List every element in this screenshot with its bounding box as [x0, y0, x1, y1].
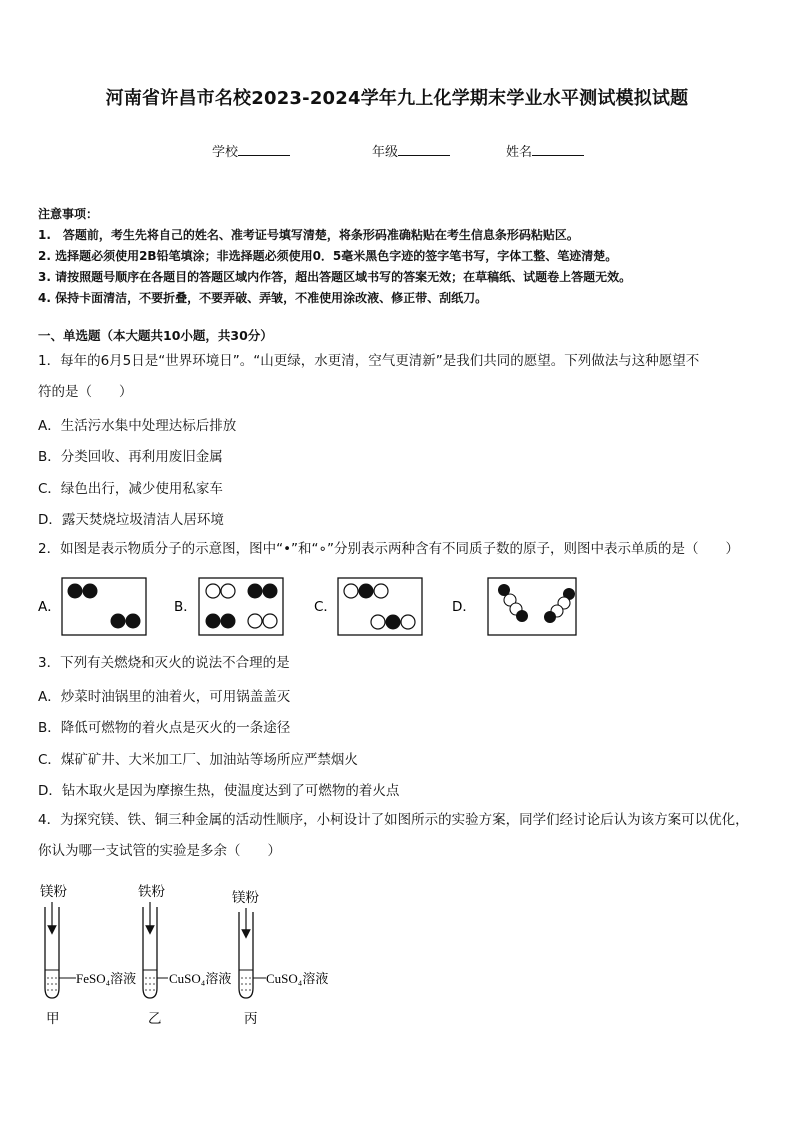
atom-black: [206, 614, 221, 629]
tube-bing: [232, 889, 328, 1027]
q1-stem-line2: 符的是（ ）: [38, 384, 133, 400]
grade-blank: [398, 142, 450, 156]
notes-heading: 注意事项：: [38, 207, 99, 221]
q4-test-tube-diagram: [30, 880, 360, 1030]
atom-black: [263, 584, 278, 599]
q4-stem-line2: 你认为哪一支试管的实验是多余（ ）: [38, 843, 281, 859]
q1-option-c: C．绿色出行，减少使用私家车: [38, 481, 223, 497]
tube-jia-label: 甲: [46, 1011, 60, 1027]
q2-label-a: A．: [38, 599, 61, 615]
q2-molecule-diagrams: [38, 576, 598, 638]
tube-jia-powder: 镁粉: [40, 884, 67, 900]
atom-white: [344, 584, 358, 598]
q1-stem-line1: 1．每年的6月5日是“世界环境日”。“山更绿，水更清，空气更清新”是我们共同的愿望。下列做法与这种愿望不: [38, 353, 700, 369]
name-label: 姓名: [506, 145, 533, 160]
atom-white: [221, 584, 235, 598]
atom-white: [263, 614, 277, 628]
tube-yi-powder: 铁粉: [138, 884, 165, 900]
tube-yi: [138, 883, 231, 1027]
q1-option-a: A．生活污水集中处理达标后排放: [38, 418, 237, 434]
atom-black: [221, 614, 236, 629]
atom-black: [68, 584, 83, 599]
tube-bing-solution: CuSO₄溶液: [266, 971, 329, 986]
atom-black: [544, 611, 556, 623]
note-item: 1. 答题前，考生先将自己的姓名、准考证号填写清楚，将条形码准确粘贴在考生信息条形码粘贴区。: [38, 228, 579, 242]
school-blank: [238, 142, 290, 156]
atom-black: [126, 614, 141, 629]
q3-option-c: C．煤矿矿井、大米加工厂、加油站等场所应严禁烟火: [38, 752, 358, 768]
name-field: [506, 141, 584, 160]
section-heading: 一、单选题（本大题共10小题，共30分）: [38, 328, 273, 343]
note-item: 3. 请按照题号顺序在各题目的答题区域内作答，超出答题区域书写的答案无效；在草稿纸、试题卷上答题无效。: [38, 270, 632, 284]
tube-yi-solution: CuSO₄溶液: [169, 971, 232, 986]
atom-black: [111, 614, 126, 629]
q4-stem-line1: 4．为探究镁、铁、铜三种金属的活动性顺序，小柯设计了如图所示的实验方案，同学们经讨论后认为该方案可以优化，: [38, 812, 749, 828]
school-field: [212, 141, 290, 160]
atom-black: [248, 584, 263, 599]
q3-option-b: B．降低可燃物的着火点是灭火的一条途径: [38, 720, 291, 736]
atom-black: [516, 610, 528, 622]
school-label: 学校: [212, 145, 239, 160]
tube-jia: [40, 883, 136, 1027]
name-blank: [532, 142, 584, 156]
q1-option-b: B．分类回收、再利用废旧金属: [38, 449, 223, 465]
q2-label-c: C．: [314, 599, 337, 615]
q2-label-d: D．: [452, 599, 476, 615]
atom-white: [371, 615, 385, 629]
atom-black: [359, 584, 374, 599]
note-item: 4. 保持卡面清洁，不要折叠，不要弄破、弄皱，不准使用涂改液、修正带、刮纸刀。: [38, 291, 488, 305]
q2-label-b: B．: [174, 599, 197, 615]
atom-black: [386, 615, 401, 630]
q3-option-d: D．钻木取火是因为摩擦生热，使温度达到了可燃物的着火点: [38, 783, 400, 799]
q1-option-d: D．露天焚烧垃圾清洁人居环境: [38, 512, 224, 528]
note-item: 2. 选择题必须使用2B铅笔填涂；非选择题必须使用0．5毫米黑色字迹的签字笔书写，字体工整、笔迹清楚。: [38, 249, 618, 263]
atom-white: [248, 614, 262, 628]
tube-yi-label: 乙: [148, 1011, 162, 1027]
atom-white: [374, 584, 388, 598]
grade-label: 年级: [372, 145, 399, 160]
exam-title: 河南省许昌市名校2023-2024学年九上化学期末学业水平测试模拟试题: [105, 88, 689, 109]
tube-bing-powder: 镁粉: [232, 890, 259, 906]
notes-section: [38, 204, 631, 309]
q3-option-a: A．炒菜时油锅里的油着火，可用锅盖盖灭: [38, 689, 291, 705]
tube-bing-label: 丙: [244, 1011, 258, 1027]
q3-stem: 3．下列有关燃烧和灭火的说法不合理的是: [38, 655, 290, 671]
grade-field: [372, 141, 450, 160]
q2-stem: 2．如图是表示物质分子的示意图，图中“•”和“∘”分别表示两种含有不同质子数的原子，则图中表示单质的是（ ）: [38, 541, 739, 557]
atom-white: [401, 615, 415, 629]
atom-black: [83, 584, 98, 599]
tube-jia-solution: FeSO₄溶液: [76, 971, 137, 986]
atom-white: [206, 584, 220, 598]
